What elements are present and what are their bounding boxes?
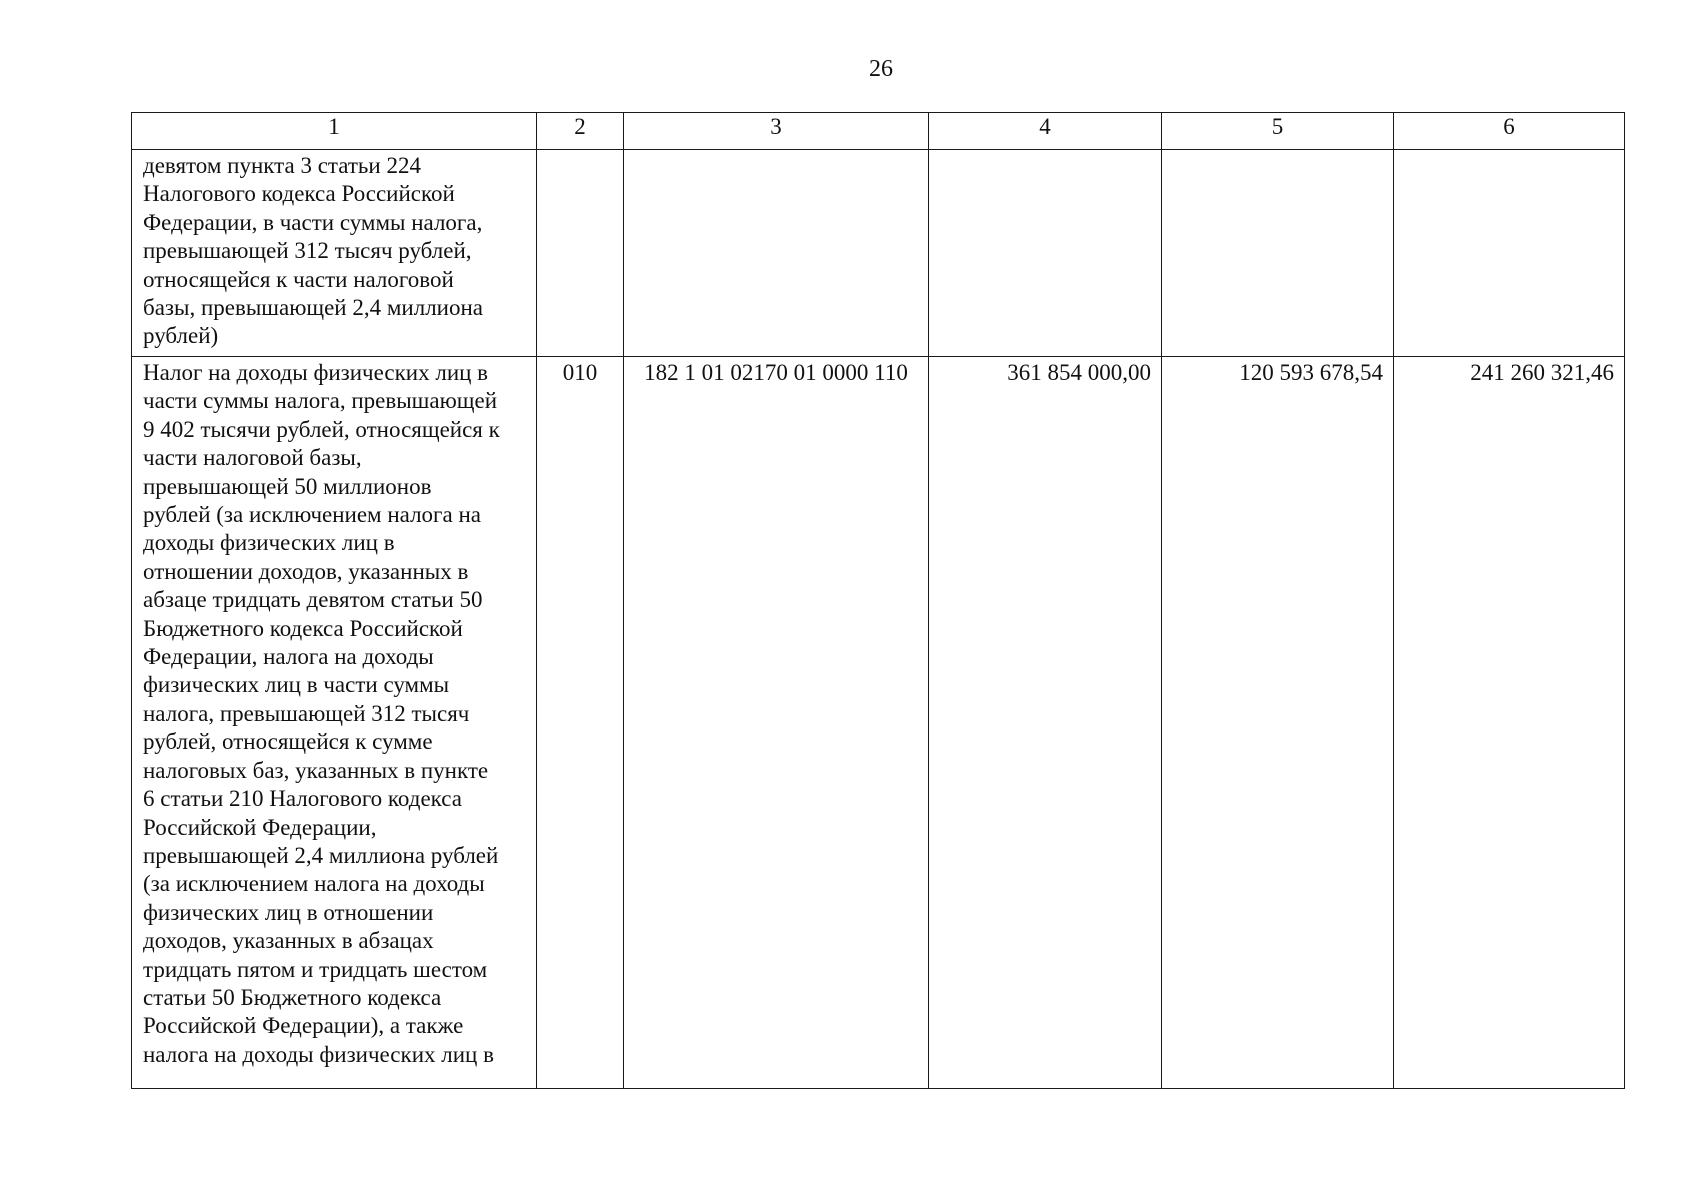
row-budget-classification-code bbox=[624, 150, 929, 357]
row-approved-amount bbox=[929, 150, 1162, 357]
table-row bbox=[132, 150, 1625, 357]
text-line: рублей, относящейся к сумме bbox=[143, 729, 433, 755]
text-line: относящейся к части налоговой bbox=[143, 266, 454, 292]
text-line: (за исключением налога на доходы bbox=[143, 871, 485, 897]
row-description bbox=[132, 357, 537, 1089]
text-line: налога, превышающей 312 тысяч bbox=[143, 700, 470, 726]
text-line: физических лиц в части суммы bbox=[143, 672, 450, 698]
text-line: тридцать пятом и тридцать шестом bbox=[143, 956, 488, 982]
text-line: базы, превышающей 2,4 миллиона bbox=[143, 295, 484, 321]
text-line: доходы физических лиц в bbox=[143, 530, 395, 556]
text-line: налога на доходы физических лиц в bbox=[143, 1041, 494, 1067]
page-number: 26 bbox=[869, 56, 893, 82]
text-line: Бюджетного кодекса Российской bbox=[143, 615, 463, 641]
row-executed-amount: 120 593 678,54 bbox=[1162, 357, 1394, 1089]
row-description bbox=[132, 150, 537, 357]
text-line: части налоговой базы, bbox=[143, 445, 362, 471]
text-line: налоговых баз, указанных в пункте bbox=[143, 757, 489, 783]
text-line: 9 402 тысячи рублей, относящейся к bbox=[143, 416, 500, 442]
row-executed-amount bbox=[1162, 150, 1394, 357]
text-line: Федерации, налога на доходы bbox=[143, 644, 434, 670]
text-line: Налогового кодекса Российской bbox=[143, 181, 455, 207]
budget-table bbox=[131, 112, 1625, 1089]
text-line: рублей) bbox=[143, 323, 219, 349]
text-line: превышающей 2,4 миллиона рублей bbox=[143, 842, 499, 868]
row-code: 010 bbox=[537, 357, 624, 1089]
column-header-6: 6 bbox=[1394, 113, 1625, 150]
row-approved-amount: 361 854 000,00 bbox=[929, 357, 1162, 1089]
text-line: 6 статьи 210 Налогового кодекса bbox=[143, 786, 462, 812]
column-header-3: 3 bbox=[624, 113, 929, 150]
column-header-2: 2 bbox=[537, 113, 624, 150]
row-code bbox=[537, 150, 624, 357]
text-line: Российской Федерации), а также bbox=[143, 1013, 464, 1039]
text-line: превышающей 50 миллионов bbox=[143, 473, 432, 499]
text-line: отношении доходов, указанных в bbox=[143, 558, 469, 584]
column-header-1: 1 bbox=[132, 113, 537, 150]
text-line: части суммы налога, превышающей bbox=[143, 388, 498, 414]
text-line: Федерации, в части суммы налога, bbox=[143, 209, 483, 235]
row-unexecuted-amount bbox=[1394, 150, 1625, 357]
table-header-row bbox=[132, 113, 1625, 150]
row-unexecuted-amount: 241 260 321,46 bbox=[1394, 357, 1625, 1089]
text-line: превышающей 312 тысяч рублей, bbox=[143, 238, 472, 264]
text-line: физических лиц в отношении bbox=[143, 899, 434, 925]
column-header-5: 5 bbox=[1162, 113, 1394, 150]
text-line: девятом пункта 3 статьи 224 bbox=[143, 153, 421, 178]
column-header-4: 4 bbox=[929, 113, 1162, 150]
text-line: статьи 50 Бюджетного кодекса bbox=[143, 984, 442, 1010]
text-line: рублей (за исключением налога на bbox=[143, 502, 481, 528]
row-budget-classification-code: 182 1 01 02170 01 0000 110 bbox=[624, 357, 929, 1089]
table-row bbox=[132, 357, 1625, 1089]
text-line: доходов, указанных в абзацах bbox=[143, 928, 434, 954]
text-line: Налог на доходы физических лиц в bbox=[143, 360, 489, 385]
text-line: абзаце тридцать девятом статьи 50 bbox=[143, 587, 483, 613]
text-line: Российской Федерации, bbox=[143, 814, 377, 840]
